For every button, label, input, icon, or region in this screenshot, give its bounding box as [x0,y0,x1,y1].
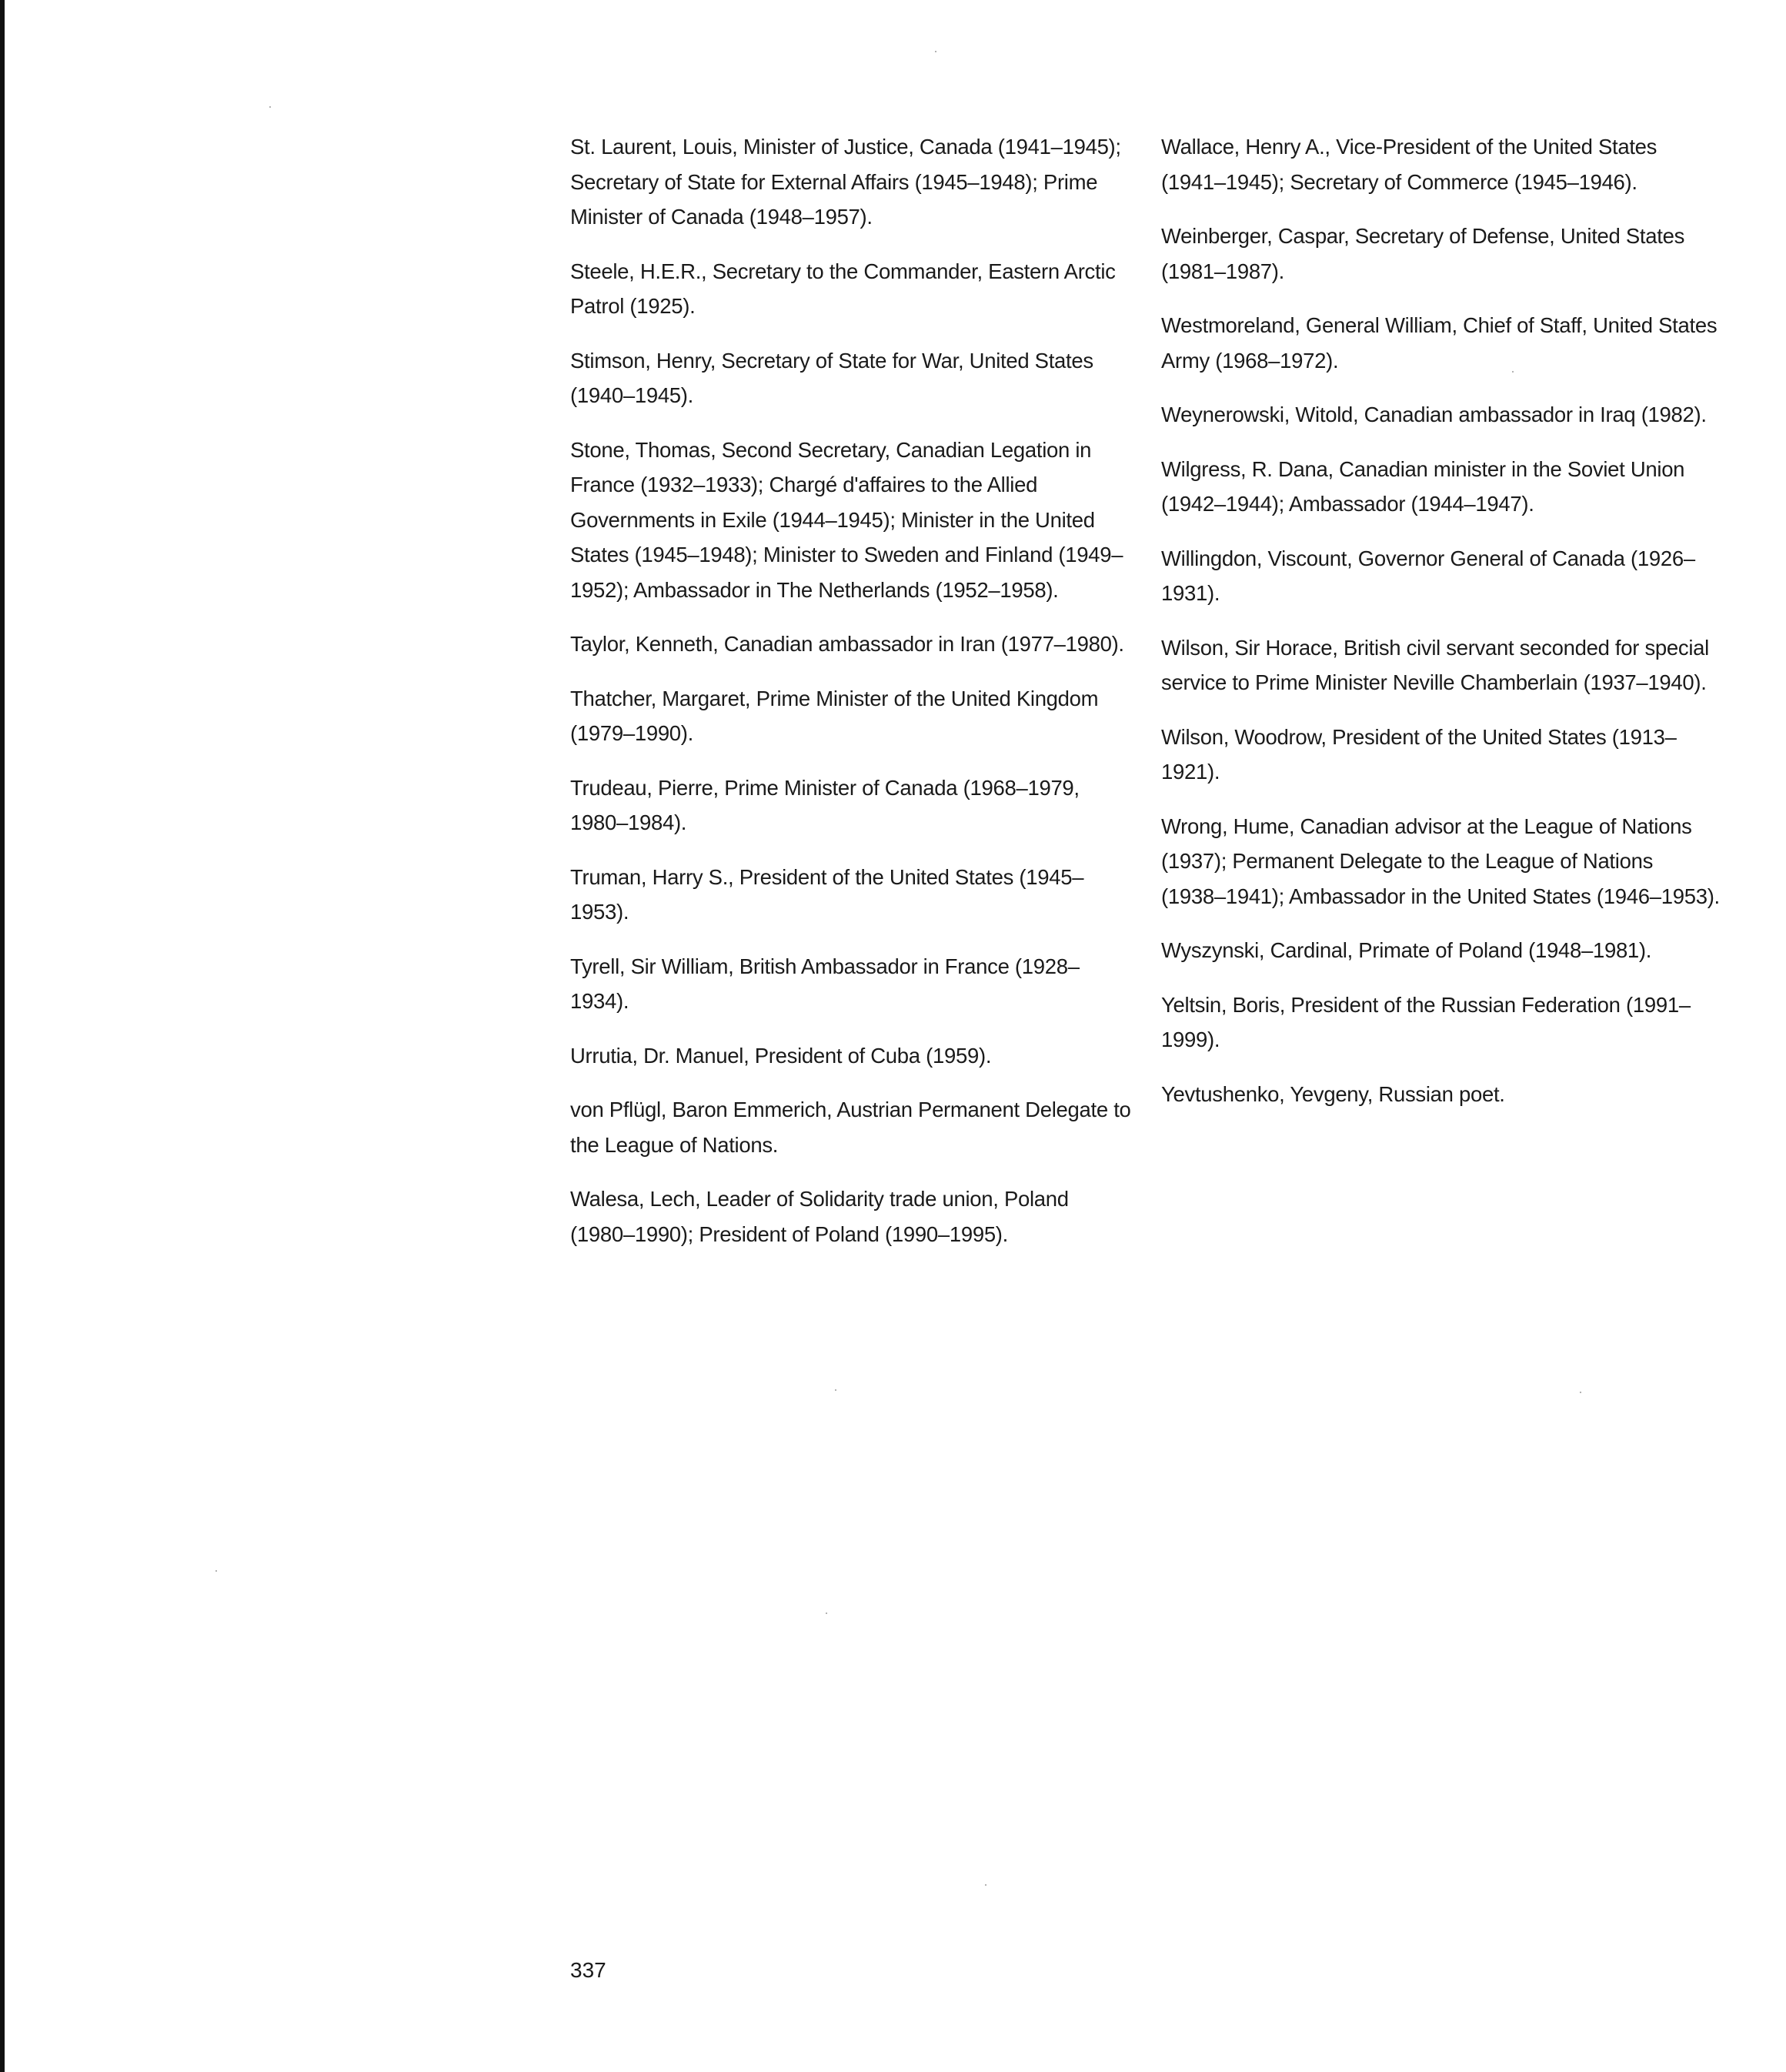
page-binding-edge [0,0,5,2072]
index-entry-steele: Steele, H.E.R., Secretary to the Commander, Eastern Arctic Patrol (1925). [570,259,1116,318]
page-number: 337 [570,1958,606,1982]
scan-speck [1512,371,1514,373]
index-entry-willingdon: Willingdon, Viscount, Governor General of Canada (1926–1931). [1161,546,1695,605]
index-entry-truman: Truman, Harry S., President of the United States (1945–1953). [570,864,1084,924]
index-entry-urrutia: Urrutia, Dr. Manuel, President of Cuba (1959). [570,1043,992,1068]
scan-speck [826,1612,827,1614]
index-entry-von-pflugl: von Pflügl, Baron Emmerich, Austrian Permanent Delegate to the League of Nations. [570,1098,1131,1157]
index-entry-walesa: Walesa, Lech, Leader of Solidarity trade union, Poland (1980–1990); President of Poland (1990–1995). [570,1187,1069,1246]
index-entry-wilson-woodrow: Wilson, Woodrow, President of the United States (1913–1921). [1161,724,1677,784]
index-column-right [1161,129,1723,1131]
index-entry-yeltsin: Yeltsin, Boris, President of the Russian Federation (1991–1999). [1161,992,1691,1051]
index-entry-wilgress: Wilgress, R. Dana, Canadian minister in the Soviet Union (1942–1944); Ambassador (1944–1947). [1161,456,1685,516]
index-entry-trudeau: Trudeau, Pierre, Prime Minister of Canada (1968–1979, 1980–1984). [570,775,1080,834]
index-entry-wyszynski: Wyszynski, Cardinal, Primate of Poland (1948–1981). [1161,938,1652,962]
index-entry-weinberger: Weinberger, Caspar, Secretary of Defense, United States (1981–1987). [1161,224,1685,283]
index-entry-wallace: Wallace, Henry A., Vice-President of the United States (1941–1945); Secretary of Commerce (1945–1946). [1161,135,1657,194]
index-entry-wrong: Wrong, Hume, Canadian advisor at the League of Nations (1937); Permanent Delegate to the League of Nations (1938–1941); Ambassador in the United States (1946–1953). [1161,814,1720,908]
index-entry-yevtushenko: Yevtushenko, Yevgeny, Russian poet. [1161,1081,1505,1106]
scan-speck [835,1389,836,1391]
index-entry-taylor: Taylor, Kenneth, Canadian ambassador in Iran (1977–1980). [570,632,1124,656]
index-entry-westmoreland: Westmoreland, General William, Chief of Staff, United States Army (1968–1972). [1161,313,1718,373]
scan-speck [1580,1392,1581,1393]
scan-speck [215,1570,217,1572]
scan-speck [935,51,936,52]
index-entry-thatcher: Thatcher, Margaret, Prime Minister of the United Kingdom (1979–1990). [570,686,1099,745]
index-column-left [570,129,1132,1271]
index-entry-wilson-horace: Wilson, Sir Horace, British civil servant seconded for special service to Prime Minister Neville Chamberlain (1937–1940). [1161,635,1709,694]
index-entry-stone: Stone, Thomas, Second Secretary, Canadian Legation in France (1932–1933); Chargé d'affaires to the Allied Governments in Exile (1944–1945); Minister in the United States (1945–1948); Minister to Sweden and Finland (1949–1952); Ambassador in The Netherlands (1952–1958). [570,437,1123,602]
index-entry-tyrell: Tyrell, Sir William, British Ambassador in France (1928–1934). [570,954,1080,1013]
scan-speck [985,1884,986,1886]
index-entry-weynerowski: Weynerowski, Witold, Canadian ambassador in Iraq (1982). [1161,403,1707,426]
scan-speck [269,106,271,108]
index-entry-st-laurent: St. Laurent, Louis, Minister of Justice, Canada (1941–1945); Secretary of State for External Affairs (1945–1948); Prime Minister of Canada (1948–1957). [570,135,1121,229]
index-entry-stimson: Stimson, Henry, Secretary of State for War, United States (1940–1945). [570,348,1093,407]
